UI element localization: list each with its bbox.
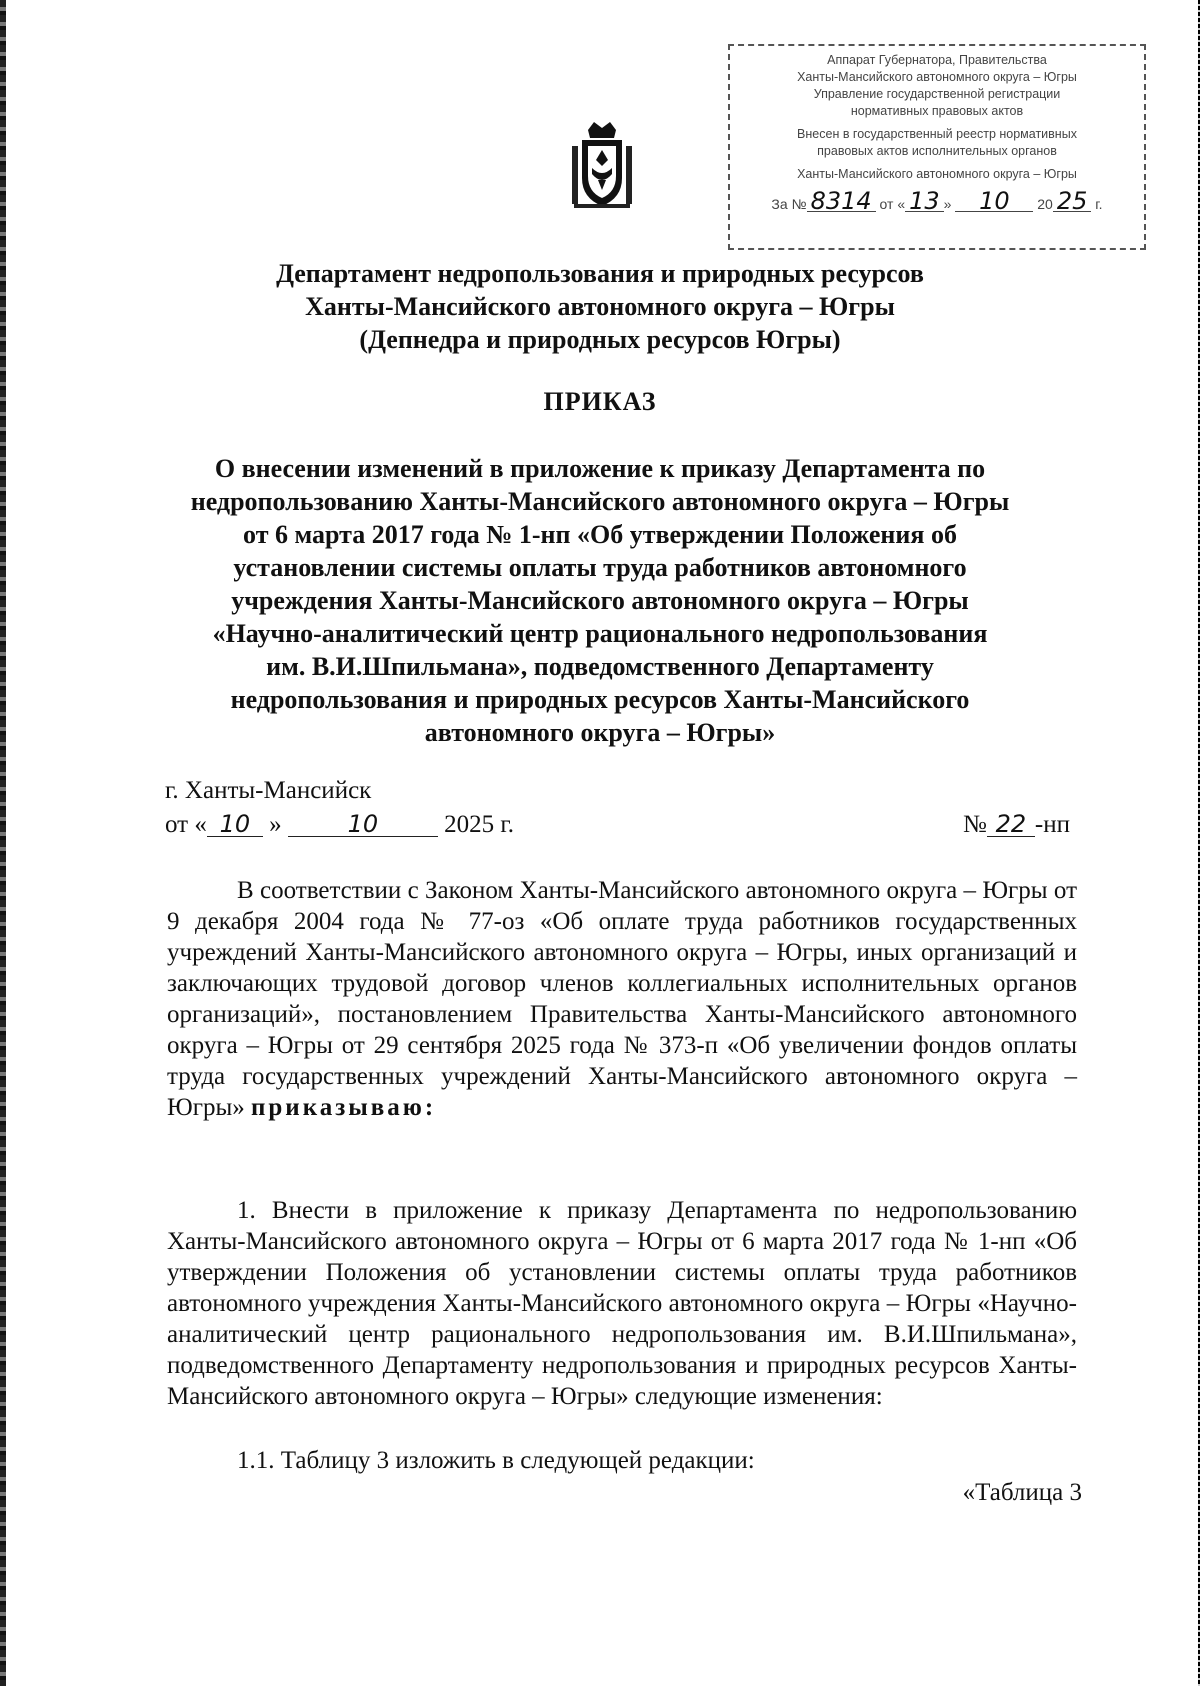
coat-of-arms-icon — [568, 120, 636, 212]
stamp-line: Внесен в государственный реестр нормативных — [797, 127, 1077, 141]
subject-line: установлении системы оплаты труда работников автономного — [233, 553, 967, 582]
subject-line: «Научно-аналитический центр рационального недропользования — [212, 619, 988, 648]
stamp-reg-from: от « — [879, 196, 906, 212]
order-subject — [150, 452, 1050, 749]
order-date — [165, 811, 514, 839]
order-number — [963, 811, 1070, 839]
stamp-line: правовых актов исполнительных органов — [817, 144, 1057, 158]
stamp-reg-month: 10 — [955, 191, 1033, 212]
subject-line: учреждения Ханты-Мансийского автономного округа – Югры — [231, 586, 969, 615]
org-line: Департамент недропользования и природных ресурсов — [276, 259, 924, 288]
scan-left-edge — [0, 0, 6, 1686]
registration-stamp — [728, 44, 1146, 250]
stamp-reg-suffix: г. — [1095, 196, 1103, 212]
stamp-reg-year-prefix: 20 — [1037, 196, 1053, 212]
date-year: 2025 г. — [444, 811, 515, 838]
order-command: приказываю: — [251, 1094, 437, 1121]
date-day: 10 — [207, 812, 263, 837]
subject-line: недропользования и природных ресурсов Ханты-Мансийского — [230, 685, 970, 714]
document-type: ПРИКАЗ — [543, 387, 657, 416]
subject-line: им. В.И.Шпильмана», подведомственного Департаменту — [266, 652, 934, 681]
organization-name — [150, 257, 1050, 356]
number-value: 22 — [987, 812, 1035, 837]
item-1-1-paragraph: 1.1. Таблицу 3 изложить в следующей редакции: — [237, 1447, 755, 1474]
stamp-line: Ханты-Мансийского автономного округа – Югры — [797, 70, 1077, 84]
subject-line: недропользованию Ханты-Мансийского автономного округа – Югры — [190, 487, 1010, 516]
subject-line: О внесении изменений в приложение к приказу Департамента по — [214, 454, 986, 483]
preamble-paragraph — [167, 875, 1077, 1123]
stamp-reg-prefix: За № — [771, 196, 807, 212]
org-line: Ханты-Мансийского автономного округа – Югры — [305, 292, 895, 321]
stamp-reg-sep: » — [943, 196, 952, 212]
stamp-line: Управление государственной регистрации — [813, 87, 1061, 101]
date-month: 10 — [288, 812, 438, 837]
number-suffix: -нп — [1034, 811, 1070, 838]
subject-line: автономного округа – Югры» — [424, 718, 776, 747]
preamble-text: В соответствии с Законом Ханты-Мансийского автономного округа – Югры от 9 декабря 2004 года № 77-оз «Об оплате труда работников государственных учреждений Ханты-Мансийского автономного округа – Югры, иных организаций и заключающих трудовой договор членов коллегиальных исполнительных органов организаций», постановлением Правительства Ханты-Мансийского автономного округа – Югры от 29 сентября 2025 года № 373-п «Об увеличении фондов оплаты труда государственных учреждений Ханты-Мансийского автономного округа – Югры» — [167, 877, 1077, 1121]
date-sep: » — [269, 811, 282, 838]
item-1-paragraph: 1. Внести в приложение к приказу Департамента по недропользованию Ханты-Мансийского автономного округа – Югры от 6 марта 2017 года № 1-нп «Об утверждении Положения об установлении системы оплаты труда работников автономного учреждения Ханты-Мансийского автономного округа – Югры «Научно-аналитический центр рационального недропользования им. В.И.Шпильмана», подведомственного Департаменту недропользования и природных ресурсов Ханты-Мансийского автономного округа – Югры» следующие изменения: — [167, 1197, 1077, 1410]
stamp-reg-year: 25 — [1053, 191, 1092, 212]
subject-line: от 6 марта 2017 года № 1-нп «Об утверждении Положения об — [243, 520, 957, 549]
stamp-registration-line — [730, 187, 1144, 215]
city: г. Ханты-Мансийск — [165, 777, 372, 804]
stamp-line: Ханты-Мансийского автономного округа – Югры — [797, 167, 1077, 181]
date-prefix: от « — [165, 811, 207, 838]
number-prefix: № — [963, 811, 987, 838]
stamp-line: Аппарат Губернатора, Правительства — [827, 53, 1047, 67]
table-reference: «Таблица 3 — [962, 1479, 1082, 1506]
stamp-reg-number: 8314 — [807, 191, 876, 212]
stamp-line: нормативных правовых актов — [850, 104, 1024, 118]
org-line: (Депнедра и природных ресурсов Югры) — [359, 325, 841, 354]
stamp-reg-day: 13 — [905, 191, 944, 212]
